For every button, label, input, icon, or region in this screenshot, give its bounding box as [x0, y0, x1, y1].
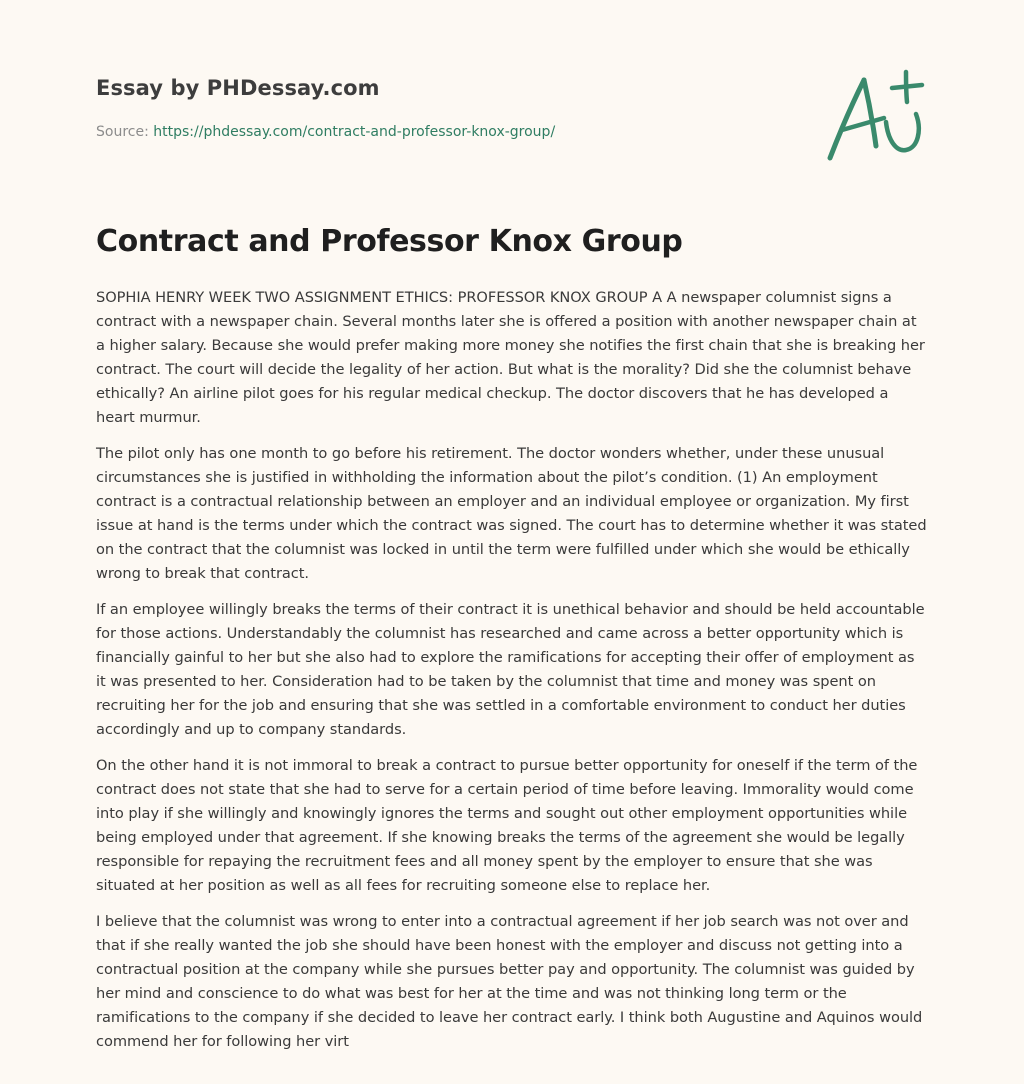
paragraph: I believe that the columnist was wrong to enter into a contractual agreement if her job search was not over and that if she really wanted the job she should have been honest with the employer and discuss not getting into a contractual position at the company while she pursues better pay and opportunity. The columnist was guided by her mind and conscience to do what was best for her at the time and was not thinking long term or the ramifications to the company if she decided to leave her contract early. I think both Augustine and Aquinos would commend her for following her virt: [96, 913, 923, 1050]
paragraph: If an employee willingly breaks the terms of their contract it is unethical behavior and should be held accountable for those actions. Understandably the columnist has researched and came across a better opportunity which is financially gainful to her but she also had to explore the ramifications for accepting their offer of employment as it was presented to her. Consideration had to be taken by the columnist that time and money was spent on recruiting her for the job and ensuring that she was settled in a comfortable environment to conduct her duties accordingly and up to company standards.: [96, 601, 925, 738]
site-title: Essay by PHDessay.com: [96, 76, 380, 100]
paragraph: On the other hand it is not immoral to break a contract to pursue better opportunity for oneself if the term of the contract does not state that she had to serve for a certain period of time before leaving. Immorality would come into play if she willingly and knowingly ignores the terms and sought out other employment opportunities while being employed under that agreement. If she knowing breaks the terms of the agreement she would be legally responsible for repaying the recruitment fees and all money spent by the employer to ensure that she was situated at her position as well as all fees for recruiting someone else to replace her.: [96, 757, 918, 894]
paragraph: SOPHIA HENRY WEEK TWO ASSIGNMENT ETHICS: PROFESSOR KNOX GROUP A A newspaper columnist signs a contract with a newspaper chain. Several months later she is offered a position with another newspaper chain at a higher salary. Because she would prefer making more money she notifies the first chain that she is breaking her contract. The court will decide the legality of her action. But what is the morality? Did she the columnist behave ethically? An airline pilot goes for his regular medical checkup. The doctor discovers that he has developed a heart murmur.: [96, 289, 925, 426]
source-line: [96, 124, 555, 140]
essay-body: [96, 286, 928, 1066]
a-plus-logo-icon: [822, 66, 930, 166]
document-title: Contract and Professor Knox Group: [96, 224, 683, 259]
source-link[interactable]: https://phdessay.com/contract-and-professor-knox-group/: [153, 124, 556, 140]
paragraph: The pilot only has one month to go before his retirement. The doctor wonders whether, under these unusual circumstances she is justified in withholding the information about the pilot’s condition. (1) An employment contract is a contractual relationship between an employer and an individual employee or organization. My first issue at hand is the terms under which the contract was signed. The court has to determine whether it was stated on the contract that the columnist was locked in until the term were fulfilled under which she would be ethically wrong to break that contract.: [96, 445, 927, 582]
source-label: Source:: [96, 124, 154, 140]
